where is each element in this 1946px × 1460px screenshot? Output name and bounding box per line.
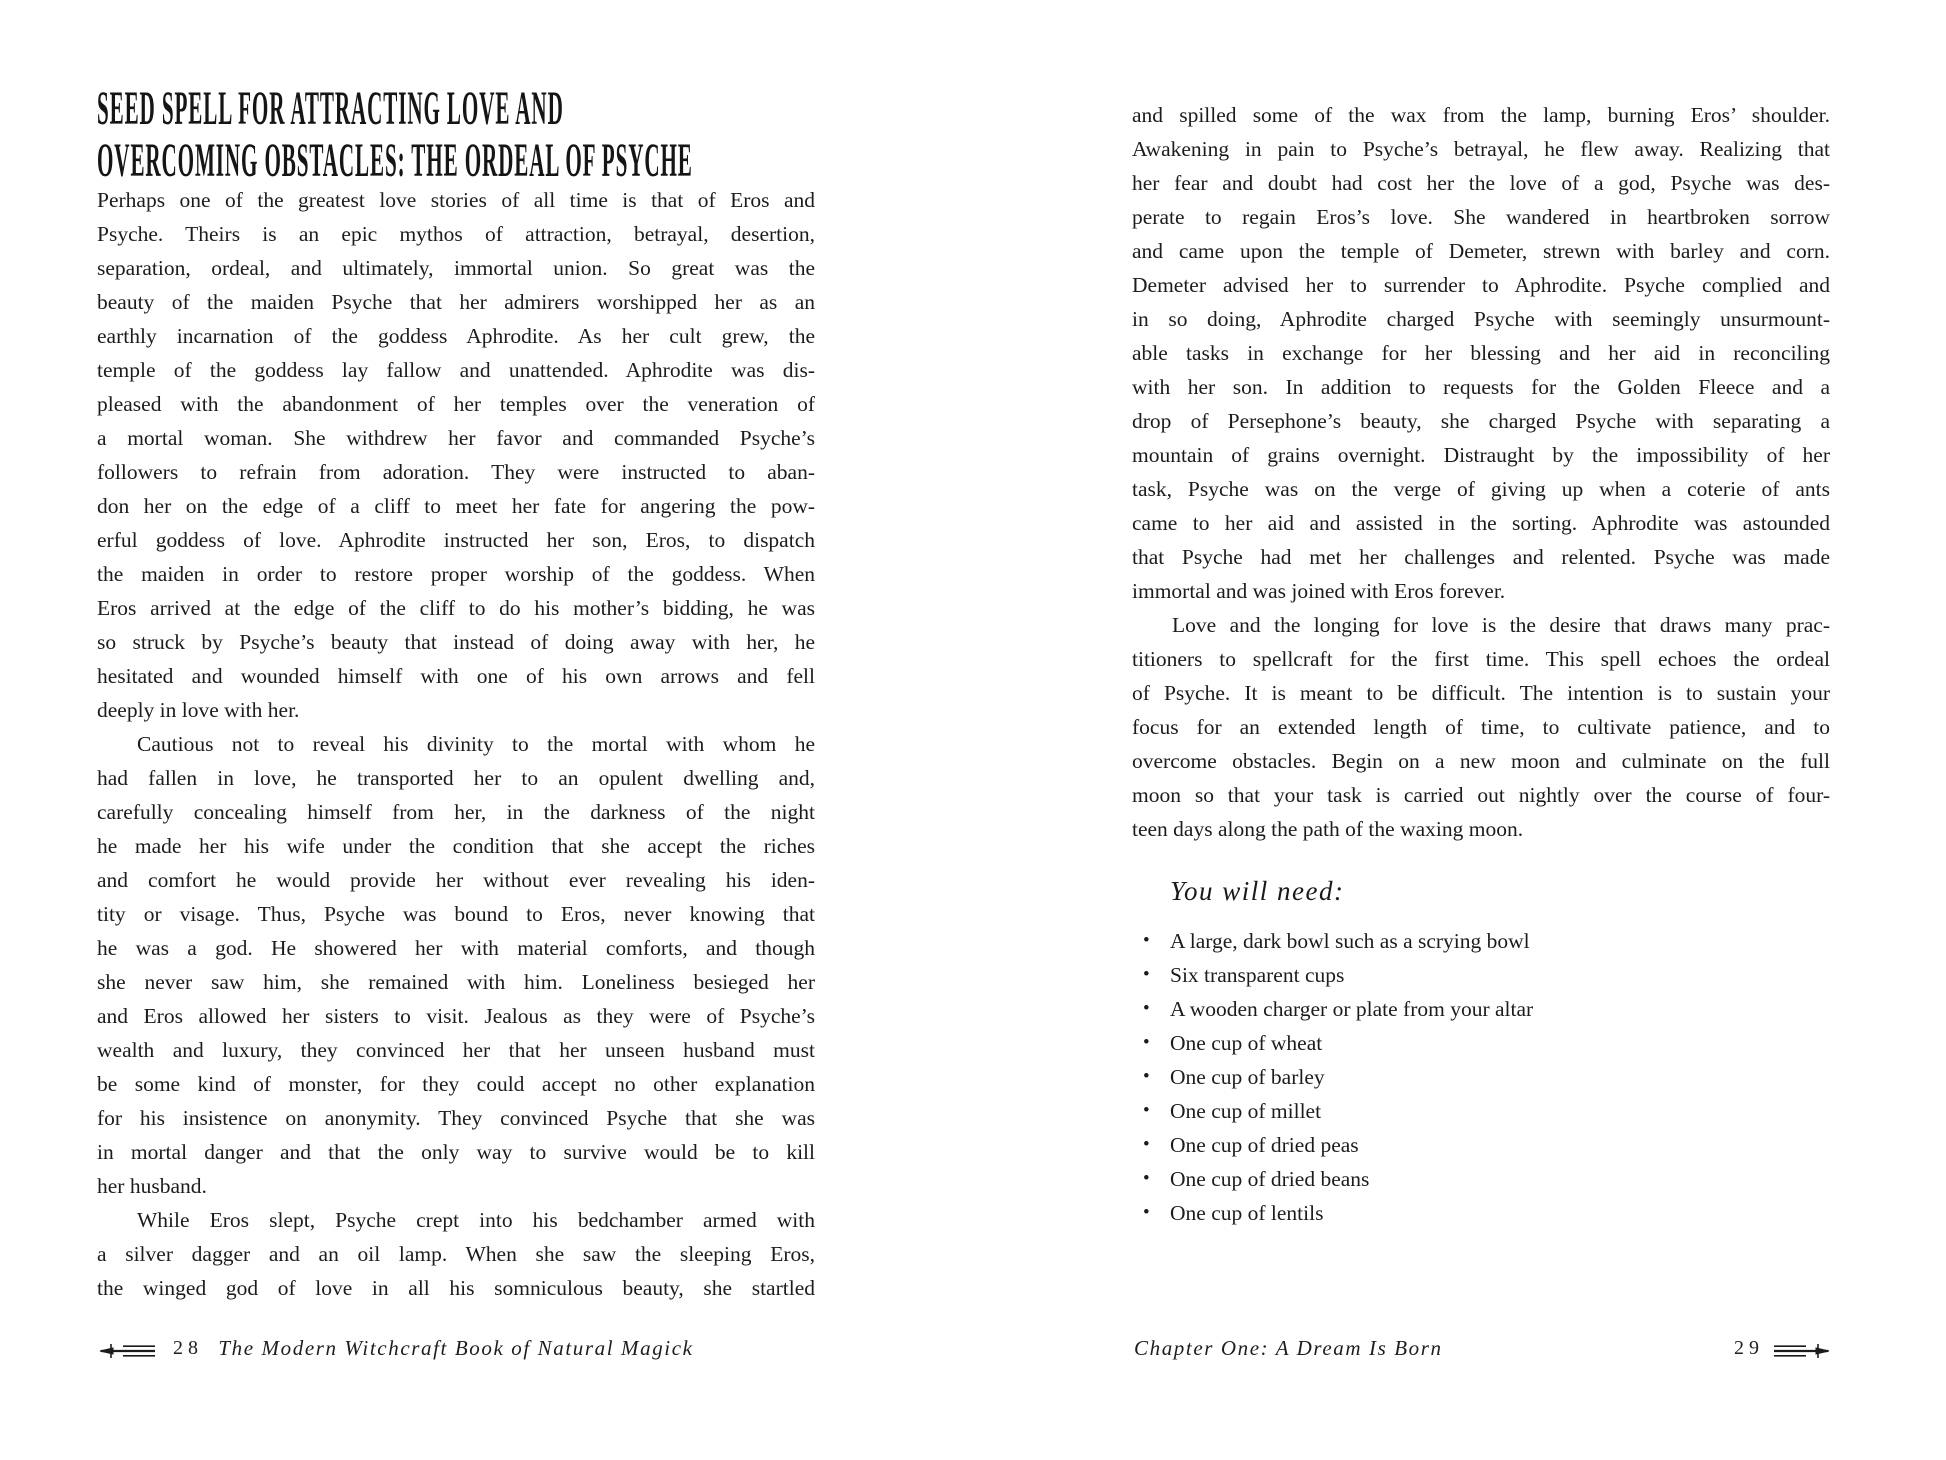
book-title: The Modern Witchcraft Book of Natural Magick [218, 1336, 694, 1360]
supply-item-text: One cup of wheat [1170, 1031, 1323, 1055]
text-line: Eros arrived at the edge of the cliff to do his mother’s bidding, he was [97, 596, 815, 620]
paragraph [1132, 98, 1830, 608]
text-line: erful goddess of love. Aphrodite instructed her son, Eros, to dispatch [97, 528, 815, 552]
page-number: 28 [173, 1337, 203, 1359]
text-line: a silver dagger and an oil lamp. When she saw the sleeping Eros, [97, 1242, 815, 1266]
text-line: drop of Persephone’s beauty, she charged Psyche with separating a [1132, 409, 1830, 433]
supply-list-item [1132, 992, 1830, 1026]
text-line: overcome obstacles. Begin on a new moon and culminate on the full [1132, 749, 1830, 773]
bullet-icon: • [1143, 930, 1150, 951]
supplies-list [1132, 924, 1830, 1230]
supply-item-text: One cup of lentils [1170, 1201, 1324, 1225]
text-line: the maiden in order to restore proper worship of the goddess. When [97, 562, 815, 586]
left-page-footer [97, 1334, 815, 1368]
text-line: for his insistence on anonymity. They convinced Psyche that she was [97, 1106, 815, 1130]
spell-title-line-2: OVERCOMING OBSTACLES: THE ORDEAL OF PSYCHE [97, 134, 693, 187]
text-line: titioners to spellcraft for the first time. This spell echoes the ordeal [1132, 647, 1830, 671]
text-line: Demeter advised her to surrender to Aphrodite. Psyche complied and [1132, 273, 1830, 297]
right-page-footer [1132, 1334, 1830, 1368]
text-line: earthly incarnation of the goddess Aphrodite. As her cult grew, the [97, 324, 815, 348]
text-line: Cautious not to reveal his divinity to the mortal with whom he [137, 732, 815, 756]
chapter-title: Chapter One: A Dream Is Born [1134, 1336, 1443, 1360]
text-line: hesitated and wounded himself with one of his own arrows and fell [97, 664, 815, 688]
text-line: so struck by Psyche’s beauty that instead of doing away with her, he [97, 630, 815, 654]
text-line: teen days along the path of the waxing moon. [1132, 817, 1524, 841]
supply-list-item [1132, 1094, 1830, 1128]
bullet-icon: • [1143, 964, 1150, 985]
supply-list-item [1132, 924, 1830, 958]
text-line: her husband. [97, 1174, 207, 1198]
text-line: had fallen in love, he transported her to an opulent dwelling and, [97, 766, 815, 790]
text-line: Awakening in pain to Psyche’s betrayal, he flew away. Realizing that [1132, 137, 1830, 161]
paragraph [97, 183, 815, 727]
supply-list-item [1132, 1026, 1830, 1060]
text-line: her fear and doubt had cost her the love of a god, Psyche was des- [1132, 171, 1830, 195]
text-line: he was a god. He showered her with material comforts, and though [97, 936, 815, 960]
text-line: moon so that your task is carried out nightly over the course of four- [1132, 783, 1830, 807]
supply-item-text: One cup of millet [1170, 1099, 1322, 1123]
text-line: in mortal danger and that the only way to survive would be to kill [97, 1140, 815, 1164]
left-page-body-text [97, 183, 815, 1305]
text-line: carefully concealing himself from her, in the darkness of the night [97, 800, 815, 824]
supply-list-item [1132, 1162, 1830, 1196]
text-line: with her son. In addition to requests for the Golden Fleece and a [1132, 375, 1830, 399]
supply-item-text: One cup of barley [1170, 1065, 1325, 1089]
supply-list-item [1132, 1060, 1830, 1094]
text-line: pleased with the abandonment of her temples over the veneration of [97, 392, 815, 416]
bullet-icon: • [1143, 998, 1150, 1019]
paragraph [1132, 608, 1830, 846]
text-line: in so doing, Aphrodite charged Psyche with seemingly unsurmount- [1132, 307, 1830, 331]
text-line: of Psyche. It is meant to be difficult. The intention is to sustain your [1132, 681, 1830, 705]
text-line: a mortal woman. She withdrew her favor and commanded Psyche’s [97, 426, 815, 450]
bullet-icon: • [1143, 1168, 1150, 1189]
text-line: that Psyche had met her challenges and relented. Psyche was made [1132, 545, 1830, 569]
text-line: wealth and luxury, they convinced her that her unseen husband must [97, 1038, 815, 1062]
text-line: he made her his wife under the condition that she accept the riches [97, 834, 815, 858]
spell-title [97, 83, 997, 187]
text-line: don her on the edge of a cliff to meet her fate for angering the pow- [97, 494, 815, 518]
text-line: Love and the longing for love is the desire that draws many prac- [1172, 613, 1830, 637]
text-line: followers to refrain from adoration. They were instructed to aban- [97, 460, 815, 484]
text-line: and comfort he would provide her without ever revealing his iden- [97, 868, 815, 892]
text-line: tity or visage. Thus, Psyche was bound to Eros, never knowing that [97, 902, 815, 926]
paragraph [97, 727, 815, 1203]
text-line: and came upon the temple of Demeter, strewn with barley and corn. [1132, 239, 1830, 263]
bullet-icon: • [1143, 1202, 1150, 1223]
supply-list-item [1132, 1128, 1830, 1162]
text-line: Psyche. Theirs is an epic mythos of attraction, betrayal, desertion, [97, 222, 815, 246]
you-will-need-subheading: You will need: [1170, 876, 1345, 906]
text-line: able tasks in exchange for her blessing and her aid in reconciling [1132, 341, 1830, 365]
text-line: While Eros slept, Psyche crept into his bedchamber armed with [137, 1208, 815, 1232]
bullet-icon: • [1143, 1032, 1150, 1053]
supply-item-text: One cup of dried beans [1170, 1167, 1370, 1191]
text-line: separation, ordeal, and ultimately, immortal union. So great was the [97, 256, 815, 280]
fleuron-left-icon [99, 1341, 157, 1361]
supply-item-text: A wooden charger or plate from your altar [1170, 997, 1534, 1021]
supply-item-text: A large, dark bowl such as a scrying bowl [1170, 929, 1530, 953]
text-line: task, Psyche was on the verge of giving up when a coterie of ants [1132, 477, 1830, 501]
text-line: focus for an extended length of time, to cultivate patience, and to [1132, 715, 1830, 739]
text-line: came to her aid and assisted in the sorting. Aphrodite was astounded [1132, 511, 1830, 535]
supply-list-item [1132, 1196, 1830, 1230]
page-number: 29 [1734, 1337, 1764, 1359]
right-page-body-text [1132, 98, 1830, 846]
text-line: beauty of the maiden Psyche that her admirers worshipped her as an [97, 290, 815, 314]
text-line: and Eros allowed her sisters to visit. Jealous as they were of Psyche’s [97, 1004, 815, 1028]
fleuron-right-icon [1772, 1341, 1830, 1361]
text-line: deeply in love with her. [97, 698, 300, 722]
text-line: temple of the goddess lay fallow and unattended. Aphrodite was dis- [97, 358, 815, 382]
supply-item-text: One cup of dried peas [1170, 1133, 1359, 1157]
text-line: Perhaps one of the greatest love stories of all time is that of Eros and [97, 188, 815, 212]
supply-list-item [1132, 958, 1830, 992]
paragraph [97, 1203, 815, 1305]
text-line: and spilled some of the wax from the lamp, burning Eros’ shoulder. [1132, 103, 1830, 127]
bullet-icon: • [1143, 1066, 1150, 1087]
text-line: the winged god of love in all his somniculous beauty, she startled [97, 1276, 815, 1300]
text-line: immortal and was joined with Eros forever. [1132, 579, 1506, 603]
text-line: be some kind of monster, for they could accept no other explanation [97, 1072, 815, 1096]
spell-title-line-1: SEED SPELL FOR ATTRACTING LOVE AND [97, 82, 564, 135]
text-line: mountain of grains overnight. Distraught by the impossibility of her [1132, 443, 1830, 467]
text-line: perate to regain Eros’s love. She wandered in heartbroken sorrow [1132, 205, 1830, 229]
text-line: she never saw him, she remained with him. Loneliness besieged her [97, 970, 815, 994]
bullet-icon: • [1143, 1100, 1150, 1121]
bullet-icon: • [1143, 1134, 1150, 1155]
supply-item-text: Six transparent cups [1170, 963, 1345, 987]
